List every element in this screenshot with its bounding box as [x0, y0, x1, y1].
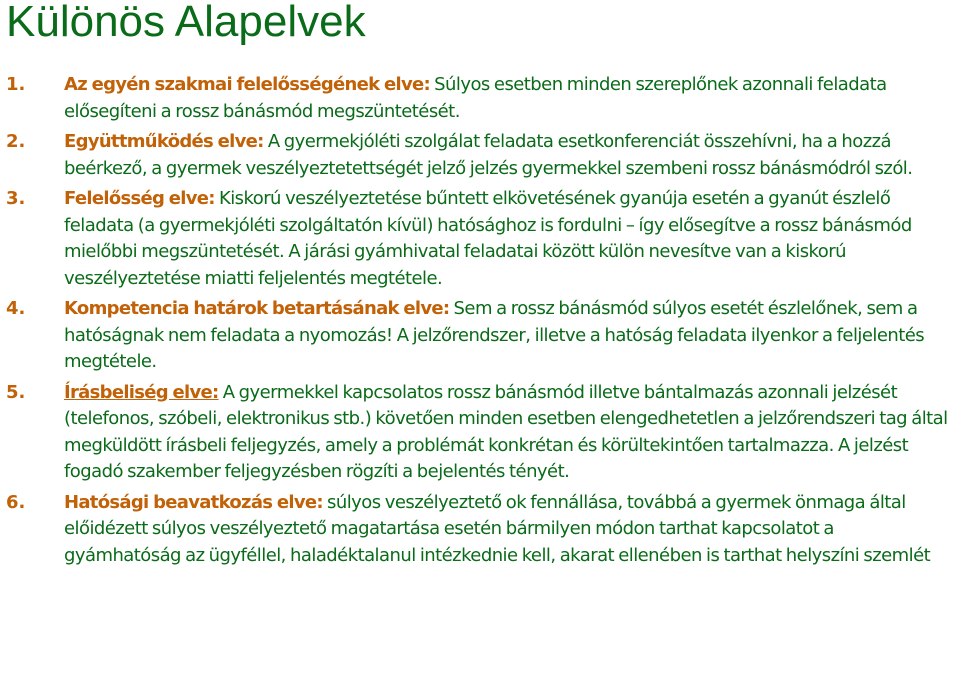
- list-item: [0, 296, 960, 376]
- item-number: 6.: [6, 491, 26, 513]
- item-heading: Kompetencia határok betartásának elve:: [64, 298, 450, 319]
- item-heading: Az egyén szakmai felelősségének elve:: [64, 74, 430, 95]
- list-item: [0, 490, 960, 570]
- item-text: súlyos veszélyeztető ok fennállása, továbbá a gyermek önmaga által előidézett súlyos veszélyeztető magatartása esetén bármilyen módon tarthat kapcsolatot a gyámhatóság az ügyféllel, haladéktalanul intézkednie kell, akarat ellenében is tarthat helyszíni szemlét: [64, 491, 931, 566]
- item-heading: Együttműködés elve:: [64, 131, 264, 152]
- item-heading: Hatósági beavatkozás elve:: [64, 491, 323, 513]
- item-number: 1.: [6, 74, 26, 95]
- item-heading: Felelősség elve:: [64, 188, 215, 209]
- item-number: 4.: [6, 298, 26, 319]
- item-text: Sem a rossz bánásmód súlyos esetét észlelőnek, sem a hatóságnak nem feladata a nyomozás! A jelzőrendszer, illetve a hatóság feladata ilyenkor a feljelentés megtétele.: [64, 298, 925, 372]
- item-number: 3.: [6, 188, 26, 209]
- item-text: A gyermekkel kapcsolatos rossz bánásmód illetve bántalmazás azonnali jelzését (telefonos, szóbeli, elektronikus stb.) követően minden esetben elengedhetetlen a jelzőrendszeri tag által megküldött írásbeli feljegyzés, amely a problémát konkrétan és körültekintően tartalmazza. A jelzést fogadó szakember feljegyzésben rögzíti a bejelentés tényét.: [64, 381, 948, 482]
- item-heading: Írásbeliség elve:: [64, 381, 219, 403]
- list-item: [0, 186, 960, 292]
- slide-title: Különös Alapelvek: [6, 0, 366, 46]
- item-text: Súlyos esetben minden szereplőnek azonnali feladata elősegíteni a rossz bánásmód megszüntetését.: [64, 74, 887, 122]
- item-text: A gyermekjóléti szolgálat feladata esetkonferenciát összehívni, ha a hozzá beérkező, a gyermek veszélyeztetettségét jelző jelzés gyermekkel szembeni rossz bánásmódról szól.: [64, 131, 913, 179]
- item-number: 5.: [6, 381, 26, 403]
- list-item: [0, 129, 960, 182]
- list-item: [0, 72, 960, 125]
- list-item: [0, 380, 960, 486]
- principles-list: [0, 72, 960, 573]
- item-number: 2.: [6, 131, 26, 152]
- item-text: Kiskorú veszélyeztetése bűntett elkövetésének gyanúja esetén a gyanút észlelő feladata (a gyermekjóléti szolgáltatón kívül) hatósághoz is fordulni – így elősegítve a rossz bánásmód mielőbbi megszüntetését. A járási gyámhivatal feladatai között külön nevesítve van a kiskorú veszélyeztetése miatti feljelentés megtétele.: [64, 188, 912, 289]
